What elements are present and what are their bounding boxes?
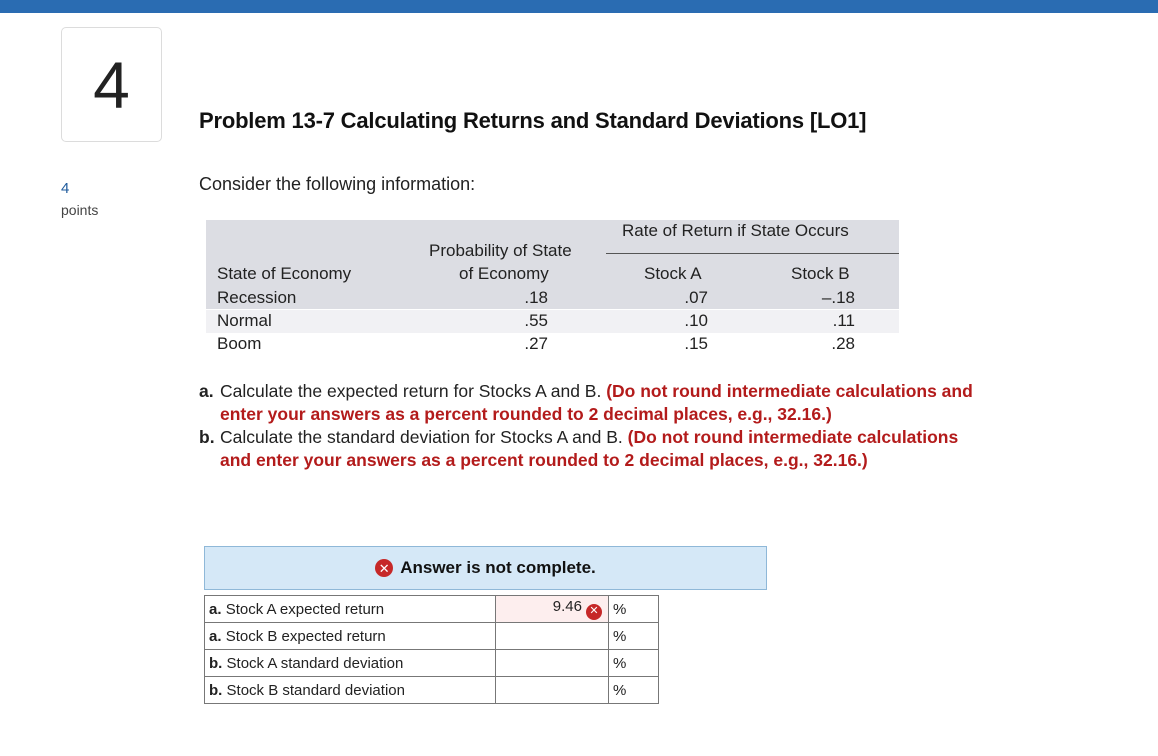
instruction-b-text: Calculate the standard deviation for Stocks A and B. xyxy=(220,427,623,447)
instruction-b-note: (Do not round intermediate calculations and enter your answers as a percent rounded to 2 decimal places, e.g., 32.16.) xyxy=(220,427,959,470)
points-value: 4 xyxy=(61,180,70,197)
stock-b-expected-return-input[interactable] xyxy=(496,623,609,650)
row-state: Boom xyxy=(217,334,262,353)
row-probability: .27 xyxy=(524,334,548,353)
row-stock-b: .28 xyxy=(831,334,855,353)
answer-row xyxy=(205,650,659,677)
answer-row xyxy=(205,623,659,650)
answer-label xyxy=(205,596,496,623)
x-circle-icon: ✕ xyxy=(375,559,393,577)
percent-unit: % xyxy=(609,677,659,704)
group-header: Rate of Return if State Occurs xyxy=(622,221,849,240)
header-state: State of Economy xyxy=(217,264,352,283)
problem-intro: Consider the following information: xyxy=(199,174,476,194)
table-row-background xyxy=(206,310,899,333)
instruction-a xyxy=(199,380,979,426)
answer-table xyxy=(204,595,659,704)
instruction-a-note: (Do not round intermediate calculations and enter your answers as a percent rounded to 2 decimal places, e.g., 32.16.) xyxy=(220,381,973,424)
incorrect-x-icon: ✕ xyxy=(586,604,602,620)
instruction-a-text: Calculate the expected return for Stocks A and B. xyxy=(220,381,602,401)
instruction-b-label: b. xyxy=(199,427,215,447)
header-probability-line2: of Economy xyxy=(459,264,549,283)
points-label: points xyxy=(61,202,99,218)
header-stock-b: Stock B xyxy=(791,264,850,283)
answer-label xyxy=(205,677,496,704)
answer-row xyxy=(205,596,659,623)
row-stock-a: .15 xyxy=(684,334,708,353)
answer-prefix: a. xyxy=(209,600,222,618)
answer-status-text: Answer is not complete. xyxy=(400,558,596,577)
answer-prefix: b. xyxy=(209,681,223,699)
row-stock-a: .07 xyxy=(684,288,708,307)
row-stock-b: .11 xyxy=(832,311,855,330)
answer-prefix: a. xyxy=(209,627,222,645)
top-bar xyxy=(0,0,1158,13)
row-probability: .55 xyxy=(524,311,548,330)
row-probability: .18 xyxy=(524,288,548,307)
instructions xyxy=(199,380,979,472)
row-stock-a: .10 xyxy=(684,311,708,330)
row-stock-b: –.18 xyxy=(821,288,855,307)
row-state: Recession xyxy=(217,288,297,307)
problem-title: Problem 13-7 Calculating Returns and Standard Deviations [LO1] xyxy=(199,108,867,133)
answer-prefix: b. xyxy=(209,654,223,672)
percent-unit: % xyxy=(609,623,659,650)
header-stock-a: Stock A xyxy=(644,264,702,283)
stock-b-standard-deviation-input[interactable] xyxy=(496,677,609,704)
answer-label-text: Stock B expected return xyxy=(225,627,386,645)
answer-status-banner xyxy=(204,546,767,590)
state-returns-table xyxy=(206,220,899,356)
answer-value: 9.46 xyxy=(552,598,582,616)
table-row-background xyxy=(206,286,899,309)
percent-unit: % xyxy=(609,596,659,623)
answer-label-text: Stock A standard deviation xyxy=(226,654,404,672)
group-header-rule xyxy=(606,253,899,254)
answer-label xyxy=(205,650,496,677)
answer-label-text: Stock A expected return xyxy=(225,600,385,618)
question-number: 4 xyxy=(93,47,130,122)
stock-a-expected-return-input[interactable] xyxy=(496,596,609,623)
answer-row xyxy=(205,677,659,704)
percent-unit: % xyxy=(609,650,659,677)
row-state: Normal xyxy=(217,311,272,330)
instruction-b xyxy=(199,426,979,472)
stock-a-standard-deviation-input[interactable] xyxy=(496,650,609,677)
instruction-a-label: a. xyxy=(199,381,214,401)
header-probability-line1: Probability of State xyxy=(429,241,572,260)
answer-label-text: Stock B standard deviation xyxy=(226,681,405,699)
answer-label xyxy=(205,623,496,650)
question-number-box xyxy=(61,27,162,142)
